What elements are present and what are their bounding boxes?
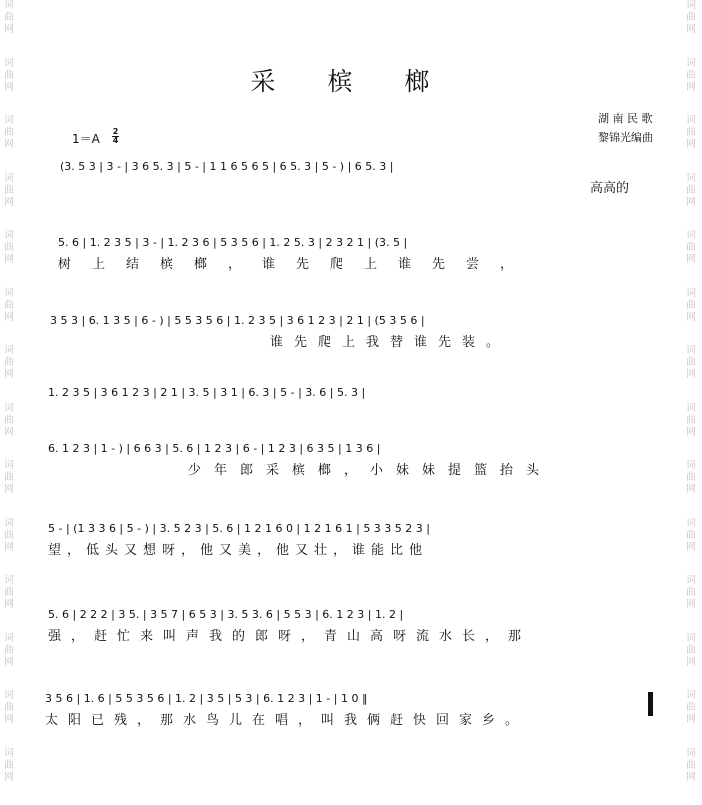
watermark-char: 词 xyxy=(686,402,696,414)
watermark-char: 词 xyxy=(686,230,696,241)
watermark-char: 网 xyxy=(686,369,696,380)
watermark-char: 曲 xyxy=(686,587,696,598)
watermark-char: 词 xyxy=(4,287,14,299)
score-row-7 xyxy=(0,606,702,666)
watermark-char: 曲 xyxy=(4,127,14,138)
lyrics-line: 少年郎采槟榔，小妹妹提篮抬头 xyxy=(188,463,553,478)
watermark-char: 网 xyxy=(686,426,696,438)
watermark-char: 曲 xyxy=(4,472,14,483)
watermark-char: 曲 xyxy=(4,69,14,81)
watermark-char: 网 xyxy=(686,484,696,495)
watermark-char: 网 xyxy=(686,656,696,668)
watermark-char: 词 xyxy=(4,517,14,529)
watermark-char: 词 xyxy=(686,517,696,529)
notes-line: 1. 2 3 5 | 3 6 1 2 3 | 2 1 | 3. 5 | 3 1 | 6. 3 | 5 - | 3. 6 | 5. 3 | xyxy=(48,386,366,399)
watermark-char: 网 xyxy=(4,771,14,783)
lyrics-line: 高高的 xyxy=(590,181,630,196)
watermark-char: 网 xyxy=(4,196,14,208)
watermark-char: 曲 xyxy=(686,759,696,771)
watermark-char: 曲 xyxy=(686,69,696,81)
watermark-char: 词 xyxy=(4,575,14,586)
watermark-char: 网 xyxy=(4,81,14,93)
watermark-char: 曲 xyxy=(4,529,14,541)
notes-line: (3. 5 3 | 3 - | 3 6 5. 3 | 5 - | 1 1 6 5 6 5 | 6 5. 3 | 5 - ) | 6 5. 3 | xyxy=(60,160,394,173)
watermark-char: 词 xyxy=(686,747,696,759)
watermark-char: 网 xyxy=(686,311,696,323)
watermark-char: 曲 xyxy=(686,12,696,23)
watermark-char: 曲 xyxy=(686,299,696,311)
watermark-char: 网 xyxy=(4,599,14,610)
watermark-char: 网 xyxy=(4,426,14,438)
watermark-char: 曲 xyxy=(4,644,14,656)
watermark-char: 词 xyxy=(4,0,14,11)
watermark-char: 曲 xyxy=(4,759,14,771)
watermark-char: 曲 xyxy=(686,702,696,713)
final-barline xyxy=(648,692,653,716)
lyrics-line xyxy=(48,542,428,560)
watermark-char: 网 xyxy=(4,254,14,265)
watermark-char: 网 xyxy=(4,24,14,35)
watermark-char: 曲 xyxy=(4,357,14,368)
watermark-char: 词 xyxy=(686,57,696,69)
notes-line: 3 5 6 | 1. 6 | 5 5 3 5 6 | 1. 2 | 3 5 | 5 3 | 6. 1 2 3 | 1 - | 1 0 ‖ xyxy=(45,692,368,705)
watermark-char: 网 xyxy=(4,369,14,380)
watermark-char: 网 xyxy=(686,599,696,610)
arranger-credit: 黎锦光编曲 xyxy=(598,131,653,144)
watermark-char: 曲 xyxy=(686,127,696,138)
watermark-char: 词 xyxy=(686,115,696,126)
watermark-char: 网 xyxy=(4,484,14,495)
watermark-char: 词 xyxy=(4,460,14,471)
watermark-char: 网 xyxy=(686,24,696,35)
watermark-char: 网 xyxy=(686,196,696,208)
notes-line: 5. 6 | 2 2 2 | 3 5. | 3 5 7 | 6 5 3 | 3. 5 3. 6 | 5 5 3 | 6. 1 2 3 | 1. 2 | xyxy=(48,608,404,621)
score-row-6 xyxy=(0,517,702,580)
watermark-char: 曲 xyxy=(4,242,14,253)
watermark-char: 曲 xyxy=(4,414,14,426)
watermark-char: 词 xyxy=(686,345,696,356)
watermark-char: 词 xyxy=(4,632,14,644)
watermark-char: 曲 xyxy=(686,184,696,196)
watermark-char: 词 xyxy=(686,575,696,586)
watermark-char: 网 xyxy=(686,139,696,150)
watermark-char: 网 xyxy=(686,771,696,783)
score-row-5 xyxy=(0,440,702,500)
song-title: 采 槟 榔 xyxy=(250,67,452,96)
watermark-char: 曲 xyxy=(686,644,696,656)
notes-line: 5. 6 | 1. 2 3 5 | 3 - | 1. 2 3 6 | 5 3 5 6 | 1. 2 5. 3 | 2 3 2 1 | (3. 5 | xyxy=(58,236,408,249)
watermark-char: 网 xyxy=(4,714,14,725)
lyrics-line: 谁先爬上我替谁先装。 xyxy=(270,335,511,350)
watermark-char: 网 xyxy=(686,81,696,93)
watermark-char: 网 xyxy=(686,254,696,265)
notes-line: 3 5 3 | 6. 1 3 5 | 6 - ) | 5 5 3 5 6 | 1. 2 3 5 | 3 6 1 2 3 | 2 1 | (5 3 5 6 | xyxy=(50,314,425,327)
notes-line: 6. 1 2 3 | 1 - ) | 6 6 3 | 5. 6 | 1 2 3 | 6 - | 1 2 3 | 6 3 5 | 1 3 6 | xyxy=(48,442,381,455)
watermark-char: 曲 xyxy=(4,184,14,196)
watermark-char: 曲 xyxy=(4,702,14,713)
watermark-char: 曲 xyxy=(4,299,14,311)
watermark-char: 词 xyxy=(4,690,14,701)
key-signature: 1＝A xyxy=(72,132,100,146)
watermark-char: 词 xyxy=(4,230,14,241)
score-row-3 xyxy=(0,312,702,372)
watermark-char: 曲 xyxy=(686,242,696,253)
watermark-char: 词 xyxy=(686,287,696,299)
watermark-char: 曲 xyxy=(4,587,14,598)
time-signature xyxy=(112,128,119,145)
watermark-char: 词 xyxy=(4,747,14,759)
lyric-phrase: 望，低头又想呀，他又美，他又壮，谁能比他 xyxy=(48,543,429,558)
score-row-1 xyxy=(0,158,702,218)
score-row-4 xyxy=(0,384,702,444)
notes-line: 5 - | (1 3 3 6 | 5 - ) | 3. 5 2 3 | 5. 6 | 1 2 1 6 0 | 1 2 1 6 1 | 5 3 3 5 2 3 | xyxy=(48,522,430,535)
watermark-char: 词 xyxy=(686,632,696,644)
watermark-char: 词 xyxy=(686,690,696,701)
watermark-char: 词 xyxy=(4,172,14,184)
watermark-char: 曲 xyxy=(686,529,696,541)
watermark-char: 网 xyxy=(686,541,696,553)
watermark-char: 网 xyxy=(4,139,14,150)
time-top: 2 xyxy=(112,127,119,136)
lyrics-line: 强，赶忙来叫声我的郎呀，青山高呀流水长，那 xyxy=(48,629,532,644)
watermark-char: 词 xyxy=(686,0,696,11)
watermark-char: 词 xyxy=(4,402,14,414)
watermark-char: 词 xyxy=(4,57,14,69)
lyrics-line: 太阳已残，那水鸟儿在唱，叫我俩赶快回家乡。 xyxy=(45,713,529,728)
song-origin: 湖 南 民 歌 xyxy=(598,112,653,125)
score-row-2 xyxy=(0,234,702,294)
watermark-char: 网 xyxy=(4,541,14,553)
watermark-char: 词 xyxy=(686,460,696,471)
watermark-char: 网 xyxy=(4,311,14,323)
watermark-char: 网 xyxy=(4,656,14,668)
watermark-char: 曲 xyxy=(4,12,14,23)
watermark-char: 曲 xyxy=(686,414,696,426)
lyrics-line: 树上结槟榔，谁先爬上谁先尝， xyxy=(58,257,535,272)
watermark-char: 词 xyxy=(4,115,14,126)
time-bottom: 4 xyxy=(112,136,119,145)
watermark-char: 曲 xyxy=(686,357,696,368)
watermark-char: 词 xyxy=(4,345,14,356)
watermark-char: 词 xyxy=(686,172,696,184)
watermark-char: 曲 xyxy=(686,472,696,483)
watermark-char: 网 xyxy=(686,714,696,725)
score-row-8 xyxy=(0,690,702,750)
